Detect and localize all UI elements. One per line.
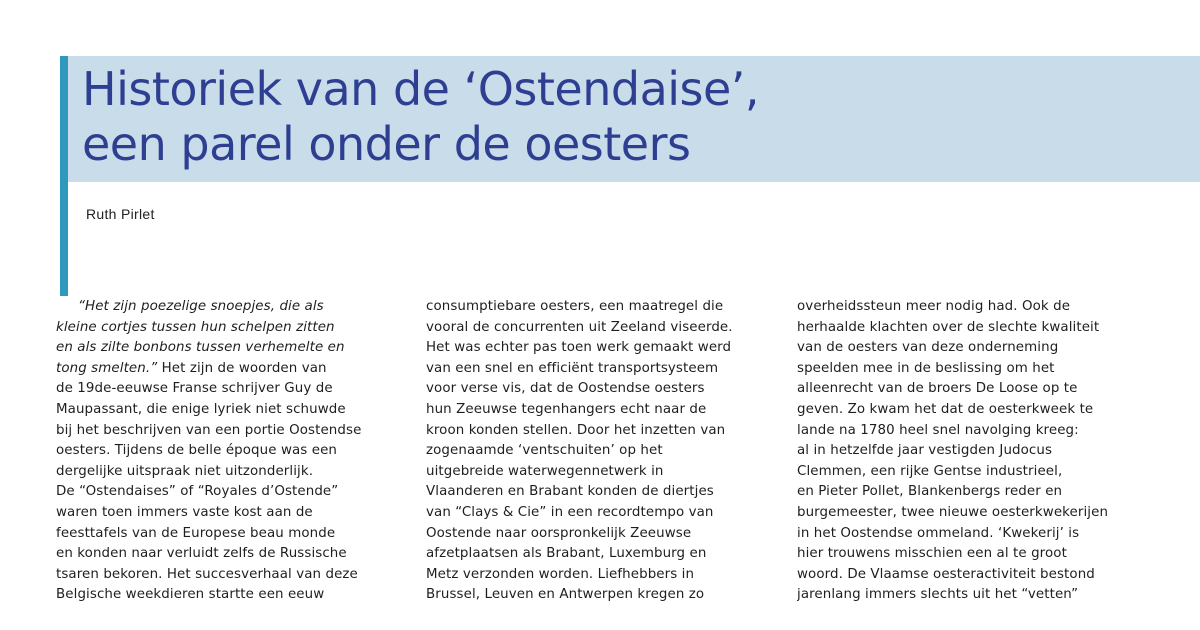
- body-line: lande na 1780 heel snel navolging kreeg:: [797, 422, 1079, 438]
- body-line: overheidssteun meer nodig had. Ook de: [797, 299, 1071, 314]
- body-line: oesters. Tijdens de belle époque was een: [56, 443, 337, 459]
- body-line: hun Zeeuwse tegenhangers echt naar de: [426, 401, 707, 417]
- body-line: en konden naar verluidt zelfs de Russische: [56, 546, 347, 562]
- title-line-2: een parel onder de oesters: [82, 117, 691, 171]
- body-line: al in hetzelfde jaar vestigden Judocus: [797, 443, 1053, 459]
- body-line: alleenrecht van de broers De Loose op te: [797, 381, 1078, 397]
- body-line: Oostende naar oorspronkelijk Zeeuwse: [426, 525, 692, 541]
- body-line: van de oesters van deze onderneming: [797, 340, 1059, 356]
- body-line: Brussel, Leuven en Antwerpen kregen zo: [426, 587, 705, 603]
- article-column-2: [426, 297, 776, 630]
- body-line: bij het beschrijven van een portie Oostendse: [56, 422, 362, 438]
- body-line: woord. De Vlaamse oesteractiviteit bestond: [797, 566, 1095, 582]
- body-line: vooral de concurrenten uit Zeeland viseerde.: [426, 319, 733, 335]
- body-line: voor verse vis, dat de Oostendse oesters: [426, 381, 705, 397]
- body-line: speelden mee in de beslissing om het: [797, 360, 1055, 376]
- body-line: geven. Zo kwam het dat de oesterkweek te: [797, 401, 1094, 417]
- body-line: tsaren bekoren. Het succesverhaal van deze: [56, 566, 358, 582]
- accent-bar: [60, 56, 68, 296]
- body-line: Vlaanderen en Brabant konden de diertjes: [426, 484, 714, 500]
- body-line: en Pieter Pollet, Blankenbergs reder en: [797, 484, 1063, 500]
- body-line: in het Oostendse ommeland. ‘Kwekerij’ is: [797, 525, 1080, 541]
- body-line: van een snel en efficiënt transportsysteem: [426, 360, 719, 376]
- article-column-3: [797, 297, 1167, 630]
- body-line: feesttafels van de Europese beau monde: [56, 525, 336, 541]
- author-byline: Ruth Pirlet: [86, 206, 155, 222]
- body-line: de 19de-eeuwse Franse schrijver Guy de: [56, 381, 333, 397]
- body-line: Het was echter pas toen werk gemaakt werd: [426, 340, 732, 356]
- body-line: waren toen immers vaste kost aan de: [56, 504, 313, 520]
- quote-attribution: Het zijn de woorden van: [157, 360, 327, 376]
- body-line: burgemeester, twee nieuwe oesterkwekerijen: [797, 504, 1109, 520]
- body-line: Maupassant, die enige lyriek niet schuwde: [56, 401, 346, 417]
- body-line: Metz verzonden worden. Liefhebbers in: [426, 566, 695, 582]
- body-line: van “Clays & Cie” in een recordtempo van: [426, 504, 714, 520]
- body-line: De “Ostendaises” of “Royales d’Ostende”: [56, 484, 339, 500]
- body-line: Clemmen, een rijke Gentse industrieel,: [797, 463, 1063, 479]
- body-line: afzetplaatsen als Brabant, Luxemburg en: [426, 546, 707, 562]
- article-column-1: [56, 297, 401, 630]
- body-line: herhaalde klachten over de slechte kwaliteit: [797, 319, 1100, 335]
- body-line: jarenlang immers slechts uit het “vetten”: [797, 587, 1079, 603]
- body-line: kroon konden stellen. Door het inzetten van: [426, 422, 726, 438]
- article-title: [82, 62, 1182, 172]
- quote-line: en als zilte bonbons tussen verhemelte en: [56, 340, 345, 356]
- body-line: zogenaamde ‘ventschuiten’ op het: [426, 443, 663, 459]
- body-line: Belgische weekdieren startte een eeuw: [56, 587, 325, 603]
- body-line: [56, 359, 401, 380]
- quote-line: kleine cortjes tussen hun schelpen zitten: [56, 319, 335, 335]
- quote-end: tong smelten.”: [56, 360, 158, 376]
- body-line: uitgebreide waterwegennetwerk in: [426, 463, 664, 479]
- body-line: consumptiebare oesters, een maatregel die: [426, 299, 724, 314]
- body-line: dergelijke uitspraak niet uitzonderlijk.: [56, 463, 314, 479]
- body-line: hier trouwens misschien een al te groot: [797, 546, 1067, 562]
- quote-line: “Het zijn poezelige snoepjes, die als: [78, 299, 324, 314]
- title-line-1: Historiek van de ‘Ostendaise’,: [82, 62, 760, 116]
